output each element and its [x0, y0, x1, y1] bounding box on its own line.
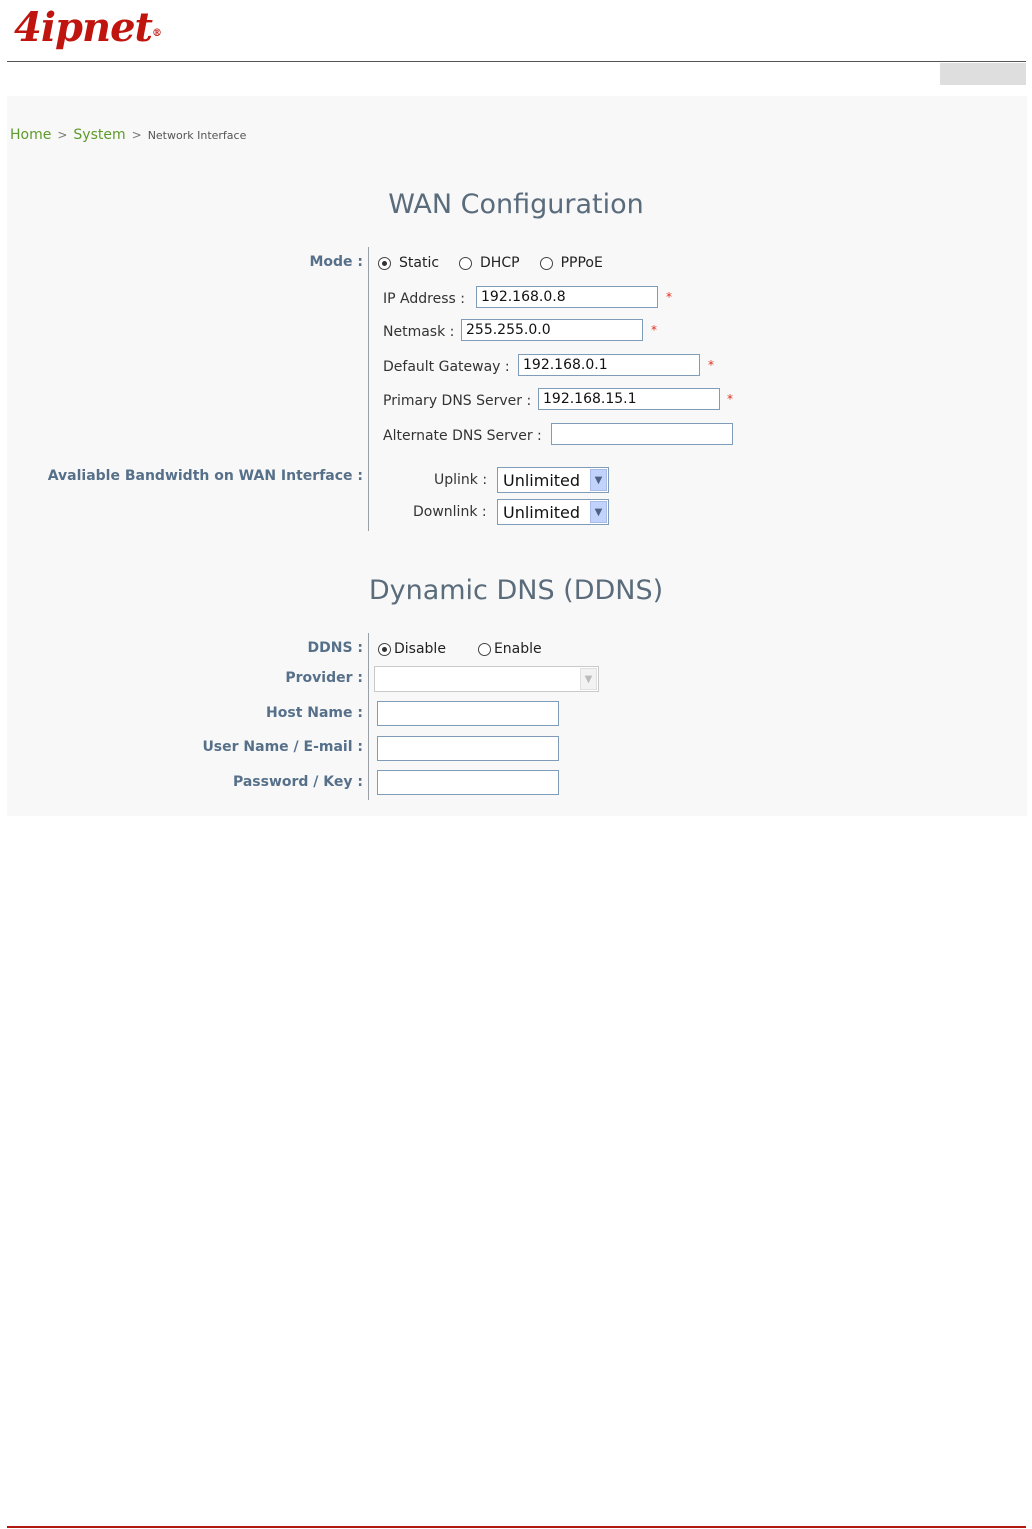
- primary-dns-label: Primary DNS Server :: [383, 393, 532, 409]
- downlink-select[interactable]: [497, 499, 609, 525]
- header-divider: [7, 61, 1026, 62]
- netmask-label: Netmask :: [383, 324, 455, 340]
- ip-address-label: IP Address :: [383, 291, 465, 307]
- breadcrumb-current: Network Interface: [147, 129, 247, 142]
- breadcrumb: [10, 127, 246, 143]
- ddns-radio-enable[interactable]: Enable: [478, 641, 542, 657]
- password-label: Password / Key :: [232, 774, 363, 790]
- required-marker: *: [727, 392, 733, 406]
- downlink-select-value: Unlimited: [503, 502, 581, 522]
- chevron-down-icon: ▼: [590, 501, 607, 523]
- host-name-input[interactable]: [377, 701, 559, 726]
- bandwidth-label: Avaliable Bandwidth on WAN Interface :: [47, 468, 363, 484]
- downlink-label: Downlink :: [413, 504, 487, 520]
- ip-address-input[interactable]: [476, 286, 658, 308]
- mode-radio-static[interactable]: Static: [378, 255, 439, 271]
- wan-divider: [368, 247, 369, 531]
- host-name-label: Host Name :: [266, 705, 363, 721]
- ddns-divider: [368, 633, 369, 800]
- breadcrumb-separator: >: [131, 128, 142, 142]
- wan-section-title: WAN Configuration: [388, 189, 644, 220]
- chevron-down-icon: ▼: [590, 469, 607, 491]
- header-tab: [940, 63, 1026, 85]
- radio-empty-icon: [478, 643, 491, 656]
- provider-select[interactable]: [374, 666, 599, 692]
- uplink-label: Uplink :: [434, 472, 488, 488]
- alternate-dns-input[interactable]: [551, 423, 733, 445]
- breadcrumb-home-link[interactable]: Home: [10, 127, 52, 143]
- mode-label: Mode :: [309, 254, 363, 270]
- required-marker: *: [708, 358, 714, 372]
- ddns-radio-group: [378, 641, 562, 657]
- ddns-radio-disable[interactable]: Disable: [378, 641, 446, 657]
- password-input[interactable]: [377, 770, 559, 795]
- uplink-select[interactable]: [497, 467, 609, 493]
- default-gateway-input[interactable]: [518, 354, 700, 376]
- breadcrumb-separator: >: [57, 128, 68, 142]
- radio-selected-icon: [378, 643, 391, 656]
- radio-empty-icon: [459, 257, 472, 270]
- chevron-down-icon: ▼: [580, 668, 597, 690]
- netmask-input[interactable]: [461, 319, 643, 341]
- ddns-label: DDNS :: [307, 640, 363, 656]
- breadcrumb-system-link[interactable]: System: [73, 127, 126, 143]
- footer-divider: [7, 1526, 1026, 1528]
- user-name-label: User Name / E-mail :: [202, 739, 363, 755]
- primary-dns-input[interactable]: [538, 388, 720, 410]
- radio-empty-icon: [540, 257, 553, 270]
- alternate-dns-label: Alternate DNS Server :: [383, 428, 542, 444]
- provider-label: Provider :: [285, 670, 363, 686]
- mode-radio-dhcp[interactable]: DHCP: [459, 255, 520, 271]
- brand-logo: 4ipnet®: [14, 4, 162, 51]
- required-marker: *: [666, 290, 672, 304]
- required-marker: *: [651, 323, 657, 337]
- mode-radio-pppoe[interactable]: PPPoE: [540, 255, 603, 271]
- radio-selected-icon: [378, 257, 391, 270]
- ddns-section-title: Dynamic DNS (DDNS): [368, 575, 664, 606]
- mode-radio-group: [378, 255, 623, 271]
- default-gateway-label: Default Gateway :: [383, 359, 510, 375]
- uplink-select-value: Unlimited: [503, 470, 581, 490]
- user-name-input[interactable]: [377, 736, 559, 761]
